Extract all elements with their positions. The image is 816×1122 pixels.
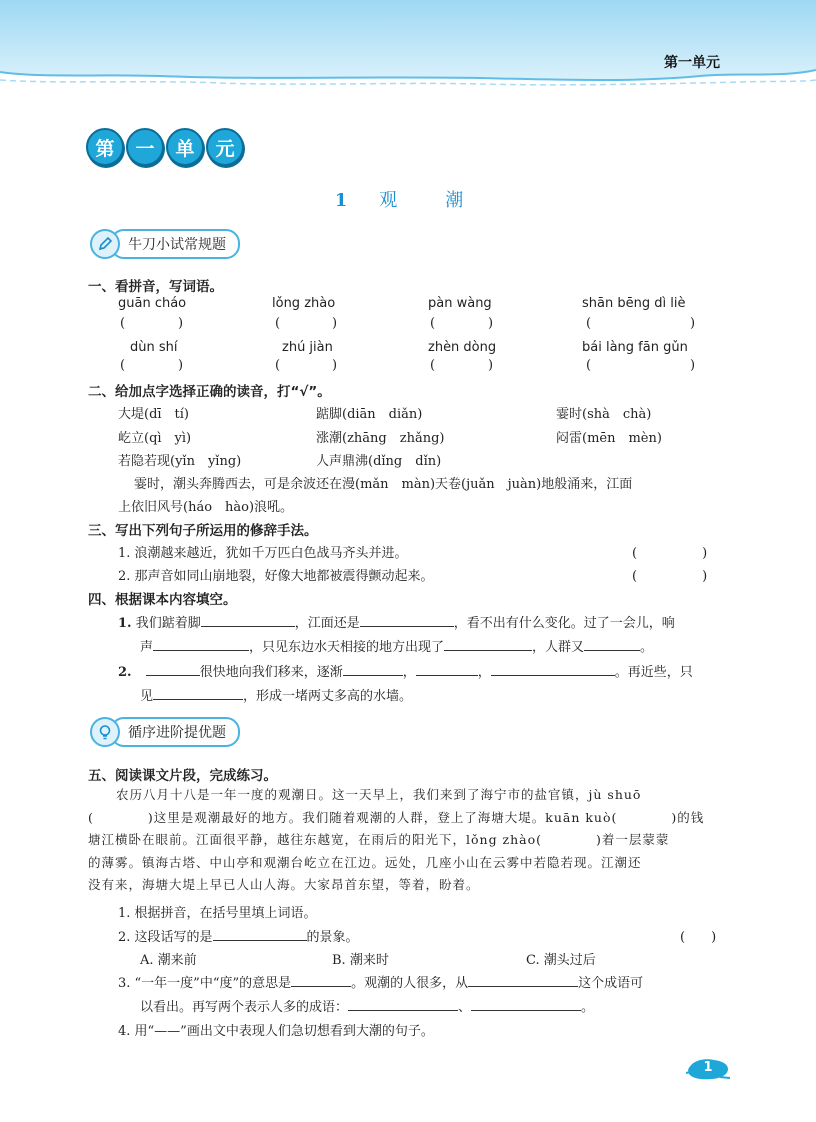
fill-text: 。: [581, 1000, 595, 1015]
pinyin-item: zhèn dòng: [428, 340, 497, 355]
pinyin-item: bái làng fān gǔn: [582, 340, 688, 355]
pinyin-item: shān bēng dì liè: [582, 296, 686, 311]
passage-line: 农历八月十八是一年一度的观潮日。这一天早上，我们来到了海宁市的盐官镇，jù shuō: [116, 787, 642, 802]
pinyin-item: zhú jiàn: [282, 340, 333, 355]
fill-text: 很快地向我们移来，逐渐: [199, 665, 343, 680]
answer-blank[interactable]: [201, 612, 295, 627]
answer-blank[interactable]: [491, 661, 615, 676]
answer-paren-left: (: [275, 316, 281, 331]
option-b[interactable]: B. 潮来时: [332, 953, 389, 968]
sub-question: [118, 926, 359, 945]
lesson-number: 1: [334, 190, 350, 211]
answer-paren[interactable]: ( ): [632, 569, 708, 584]
section-pill-advanced: [90, 718, 240, 746]
badge-char: 一: [126, 128, 164, 166]
fill-text: 我们踮着脚: [135, 616, 201, 631]
answer-blank[interactable]: [146, 661, 200, 676]
badge-char: 元: [206, 128, 244, 166]
rhetoric-sentence: 2. 那声音如同山崩地裂，好像大地都被震得颤动起来。: [118, 569, 434, 584]
answer-paren-right: ): [178, 358, 184, 373]
unit-badge: [86, 128, 244, 166]
reading-sentence: 上依旧风号(háo hào)浪吼。: [118, 500, 294, 515]
answer-blank[interactable]: [584, 636, 640, 651]
answer-paren-left: (: [430, 358, 436, 373]
lightbulb-icon: [90, 717, 120, 747]
reading-item: 人声鼎沸(dǐng dǐn): [316, 454, 442, 469]
answer-blank[interactable]: [291, 972, 351, 987]
sub-question: [118, 972, 643, 991]
pinyin-item: pàn wàng: [428, 296, 492, 311]
answer-paren-right: ): [332, 316, 338, 331]
fill-text: ，江面还是: [294, 616, 360, 631]
option-a[interactable]: A. 潮来前: [140, 953, 197, 968]
lesson-title-char: 观: [379, 190, 400, 211]
fill-text: ，只见东边水天相接的地方出现了: [249, 640, 445, 655]
page-number: [686, 1056, 730, 1082]
answer-paren-right: ): [690, 316, 696, 331]
passage-line: ( )这里是观潮最好的地方。我们随着观潮的人群，登上了海塘大堤。kuān kuò( )的钱: [88, 809, 705, 825]
answer-blank[interactable]: [416, 661, 478, 676]
reading-item: 踮脚(diān diǎn): [316, 407, 423, 422]
fill-text: 这个成语可: [578, 976, 644, 991]
section-title: 牛刀小试常规题: [110, 229, 240, 259]
section-pill-basic: [90, 230, 240, 258]
pinyin-item: lǒng zhào: [272, 296, 336, 311]
fill-line: [140, 685, 412, 704]
answer-blank[interactable]: [468, 972, 578, 987]
answer-paren-left: (: [586, 316, 592, 331]
option-c[interactable]: C. 潮头过后: [526, 953, 596, 968]
reading-item: 屹立(qì yì): [118, 431, 192, 446]
passage-line: 的薄雾。镇海古塔、中山亭和观潮台屹立在江边。远处，几座小山在云雾中若隐若现。江潮还: [88, 854, 642, 870]
page-number-text: 1: [703, 1060, 713, 1075]
reading-item: 大堤(dī tí): [118, 407, 190, 422]
fill-text: ，: [402, 665, 416, 680]
answer-blank[interactable]: [213, 926, 307, 941]
fill-text: ，看不出有什么变化。过了一会儿，响: [453, 616, 675, 631]
fill-line: [118, 661, 693, 680]
question-3-heading: 三、写出下列句子所运用的修辞手法。: [88, 523, 318, 539]
answer-blank[interactable]: [343, 661, 403, 676]
fill-text: ，: [477, 665, 491, 680]
sub-question: 4. 用“——”画出文中表现人们急切想看到大潮的句子。: [118, 1024, 434, 1039]
question-4-heading: 四、根据课本内容填空。: [88, 592, 237, 608]
fill-text: ，形成一堵两丈多高的水墙。: [243, 689, 413, 704]
lesson-title-char: 潮: [445, 190, 466, 211]
badge-char: 单: [166, 128, 204, 166]
answer-paren-right: ): [178, 316, 184, 331]
sub-question: 1. 根据拼音，在括号里填上词语。: [118, 906, 317, 921]
fill-text: 以看出。再写两个表示人多的成语：: [140, 1000, 349, 1015]
fill-text: ，人群又: [532, 640, 585, 655]
fill-text: 。再近些，只: [614, 665, 693, 680]
answer-paren-right: ): [690, 358, 696, 373]
pen-icon: [90, 229, 120, 259]
reading-item: 涨潮(zhāng zhǎng): [316, 431, 445, 446]
answer-paren-left: (: [120, 358, 126, 373]
passage-line: 没有来，海塘大堤上早已人山人海。大家昂首东望，等着，盼着。: [88, 877, 480, 892]
item-number: 1.: [118, 616, 132, 631]
answer-paren[interactable]: ( ): [680, 930, 717, 945]
reading-sentence: 霎时，潮头奔腾西去，可是余波还在漫(mǎn màn)天卷(juǎn juàn)地般涌来，江面: [134, 477, 633, 492]
fill-text: 声: [140, 640, 154, 655]
answer-blank[interactable]: [348, 996, 458, 1011]
sub-question: [140, 996, 594, 1015]
fill-text: 3. “一年一度”中“度”的意思是: [118, 976, 292, 991]
answer-paren-right: ): [488, 358, 494, 373]
question-2-heading: 二、给加点字选择正确的读音，打“√”。: [88, 384, 331, 400]
fill-line: [140, 636, 653, 655]
fill-text: 2. 这段话写的是: [118, 930, 213, 945]
answer-blank[interactable]: [360, 612, 454, 627]
pinyin-item: dùn shí: [130, 340, 178, 355]
fill-text: 。观潮的人很多，从: [351, 976, 469, 991]
reading-passage: [88, 784, 728, 897]
header-band: [0, 0, 816, 92]
answer-paren-left: (: [586, 358, 592, 373]
item-number: 2.: [118, 665, 132, 680]
answer-blank[interactable]: [471, 996, 581, 1011]
answer-paren-right: ): [488, 316, 494, 331]
answer-paren-left: (: [120, 316, 126, 331]
question-1-heading: 一、看拼音，写词语。: [88, 279, 223, 295]
fill-text: 。: [640, 640, 654, 655]
answer-blank[interactable]: [153, 685, 243, 700]
unit-label: 第一单元: [664, 55, 720, 71]
badge-char: 第: [86, 128, 124, 166]
reading-item: 若隐若现(yǐn yǐng): [118, 454, 242, 469]
reading-item: 霎时(shà chà): [556, 407, 652, 422]
section-title: 循序进阶提优题: [110, 717, 240, 747]
fill-text: 、: [458, 1000, 472, 1015]
question-5-heading: 五、阅读课文片段，完成练习。: [88, 768, 277, 784]
answer-blank[interactable]: [153, 636, 249, 651]
fill-text: 的景象。: [306, 930, 359, 945]
answer-blank[interactable]: [444, 636, 532, 651]
answer-paren-left: (: [430, 316, 436, 331]
rhetoric-sentence: 1. 浪潮越来越近，犹如千万匹白色战马齐头并进。: [118, 546, 408, 561]
answer-paren-left: (: [275, 358, 281, 373]
passage-line: 塘江横卧在眼前。江面很平静，越往东越宽，在雨后的阳光下，lǒng zhào( )着一层蒙蒙: [88, 832, 670, 847]
answer-paren[interactable]: ( ): [632, 546, 708, 561]
fill-text: 见: [140, 689, 154, 704]
lesson-title: [0, 186, 816, 212]
fill-line: [118, 612, 675, 631]
answer-paren-right: ): [332, 358, 338, 373]
reading-item: 闷雷(mēn mèn): [556, 431, 662, 446]
pinyin-item: guān cháo: [118, 296, 187, 311]
